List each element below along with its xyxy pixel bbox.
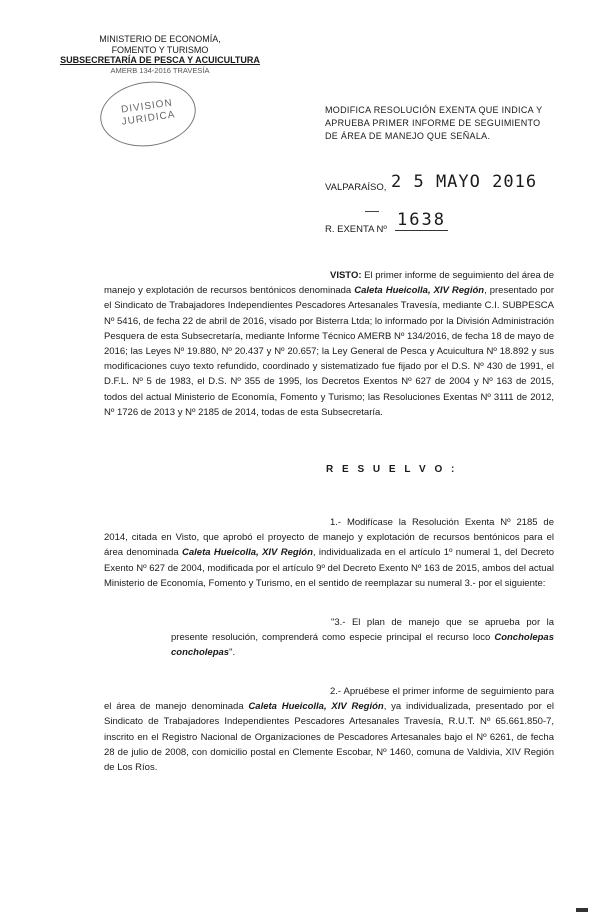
visto-text-1: El primer informe de seguimiento del área de manejo y explotación de recursos bentónicos denominada [104, 270, 554, 297]
item-1-area-name: Caleta Hueicolla, XIV Región [182, 547, 313, 559]
page-corner-mark [576, 908, 588, 912]
quote-text-2: ". [229, 647, 236, 659]
header-line-subsecretaria: SUBSECRETARÍA DE PESCA Y ACUICULTURA [60, 55, 260, 65]
header-line-ministry: MINISTERIO DE ECONOMÍA, [99, 34, 221, 44]
item-1-text-2: , individualizada en el artículo 1º numeral 1, del Decreto Exento Nº 627 de 2004, modificada por el artículo 9º del Decreto Exento Nº 163 de 2015, ambos del actual Ministerio de Economía, Fomento y Turismo, en el sentido de reemplazar su numeral 3.- por el siguiente: [104, 547, 554, 589]
item-1-text-1: 1.- Modifícase la Resolución Exenta Nº 2185 de 2014, citada en Visto, que aprobó el proyecto de manejo y explotación de recursos bentónicos para el área denominada [104, 517, 554, 559]
item-1-paragraph [104, 515, 554, 591]
resolution-number-mark [365, 211, 379, 212]
visto-area-name: Caleta Hueicolla, XIV Región [354, 285, 485, 297]
quoted-numeral-3 [171, 615, 554, 661]
header-line-reference: AMERB 134-2016 TRAVESÍA [110, 65, 210, 75]
visto-text-2: , presentado por el Sindicato de Trabajadores Independientes Pescadores Artesanales Travesía, mediante C.I. SUBPESCA Nº 5416, de fecha 22 de abril de 2016, visado por Bisterra Ltda; lo informado por la División Administración Pesquera de esta Subsecretaría, mediante Informe Técnico AMERB Nº 134/2016, de fecha 18 de mayo de 2016; las Leyes Nº 19.880, Nº 20.437 y Nº 20.657; la Ley General de Pesca y Acuicultura Nº 18.892 y sus modificaciones cuyo texto refundido, coordinado y sistematizado fue fijado por el D.S. Nº 430 de 1991, el D.F.L. Nº 5 de 1983, el D.S. Nº 355 de 1995, los Decretos Exentos Nº 627 de 2004 y Nº 163 de 2015, todos del actual Ministerio de Economía, Fomento y Turismo; las Resoluciones Exentas Nº 3111 de 2012, Nº 1726 de 2013 y Nº 2185 de 2014, todas de esta Subsecretaría. [104, 285, 554, 418]
resolution-subject: MODIFICA RESOLUCIÓN EXENTA QUE INDICA Y APRUEBA PRIMER INFORME DE SEGUIMIENTO DE ÁREA DE MANEJO QUE SEÑALA. [325, 105, 543, 141]
resolution-number: 1638 [397, 210, 446, 230]
resuelvo-heading: R E S U E L V O : [326, 464, 458, 475]
visto-paragraph [104, 268, 554, 420]
stamp-text: DIVISION JURIDICA [120, 97, 177, 128]
place-label: VALPARAÍSO, [325, 182, 387, 193]
resolution-number-label: R. EXENTA Nº [325, 224, 387, 235]
item-2-text-1: 2.- Apruébese el primer informe de seguimiento para el área de manejo denominada [104, 686, 554, 713]
item-2-paragraph [104, 684, 554, 775]
header-line-fomento: FOMENTO Y TURISMO [111, 44, 209, 55]
item-2-area-name: Caleta Hueicolla, XIV Región [248, 701, 384, 713]
ministry-header [60, 34, 260, 76]
quote-species-name: Concholepas concholepas [171, 632, 554, 659]
item-2-text-2: , ya individualizada, presentado por el Sindicato de Trabajadores Independientes Pescadores Artesanales Travesía, R.U.T. Nº 65.661.850-7, inscrito en el Registro Nacional de Organizaciones de Pescadores Artesanales bajo el Nº 6261, de fecha 28 de julio de 2008, con domicilio postal en Clemente Escobar, Nº 1460, comuna de Valdivia, XIV Región de Los Ríos. [104, 701, 555, 774]
resolution-date-stamp: 2 5 MAYO 2016 [391, 172, 538, 192]
visto-lead: VISTO: [330, 270, 362, 281]
quote-text-1: "3.- El plan de manejo que se aprueba por la presente resolución, comprenderá como especie principal el recurso loco [171, 617, 554, 644]
division-juridica-stamp [96, 76, 200, 153]
